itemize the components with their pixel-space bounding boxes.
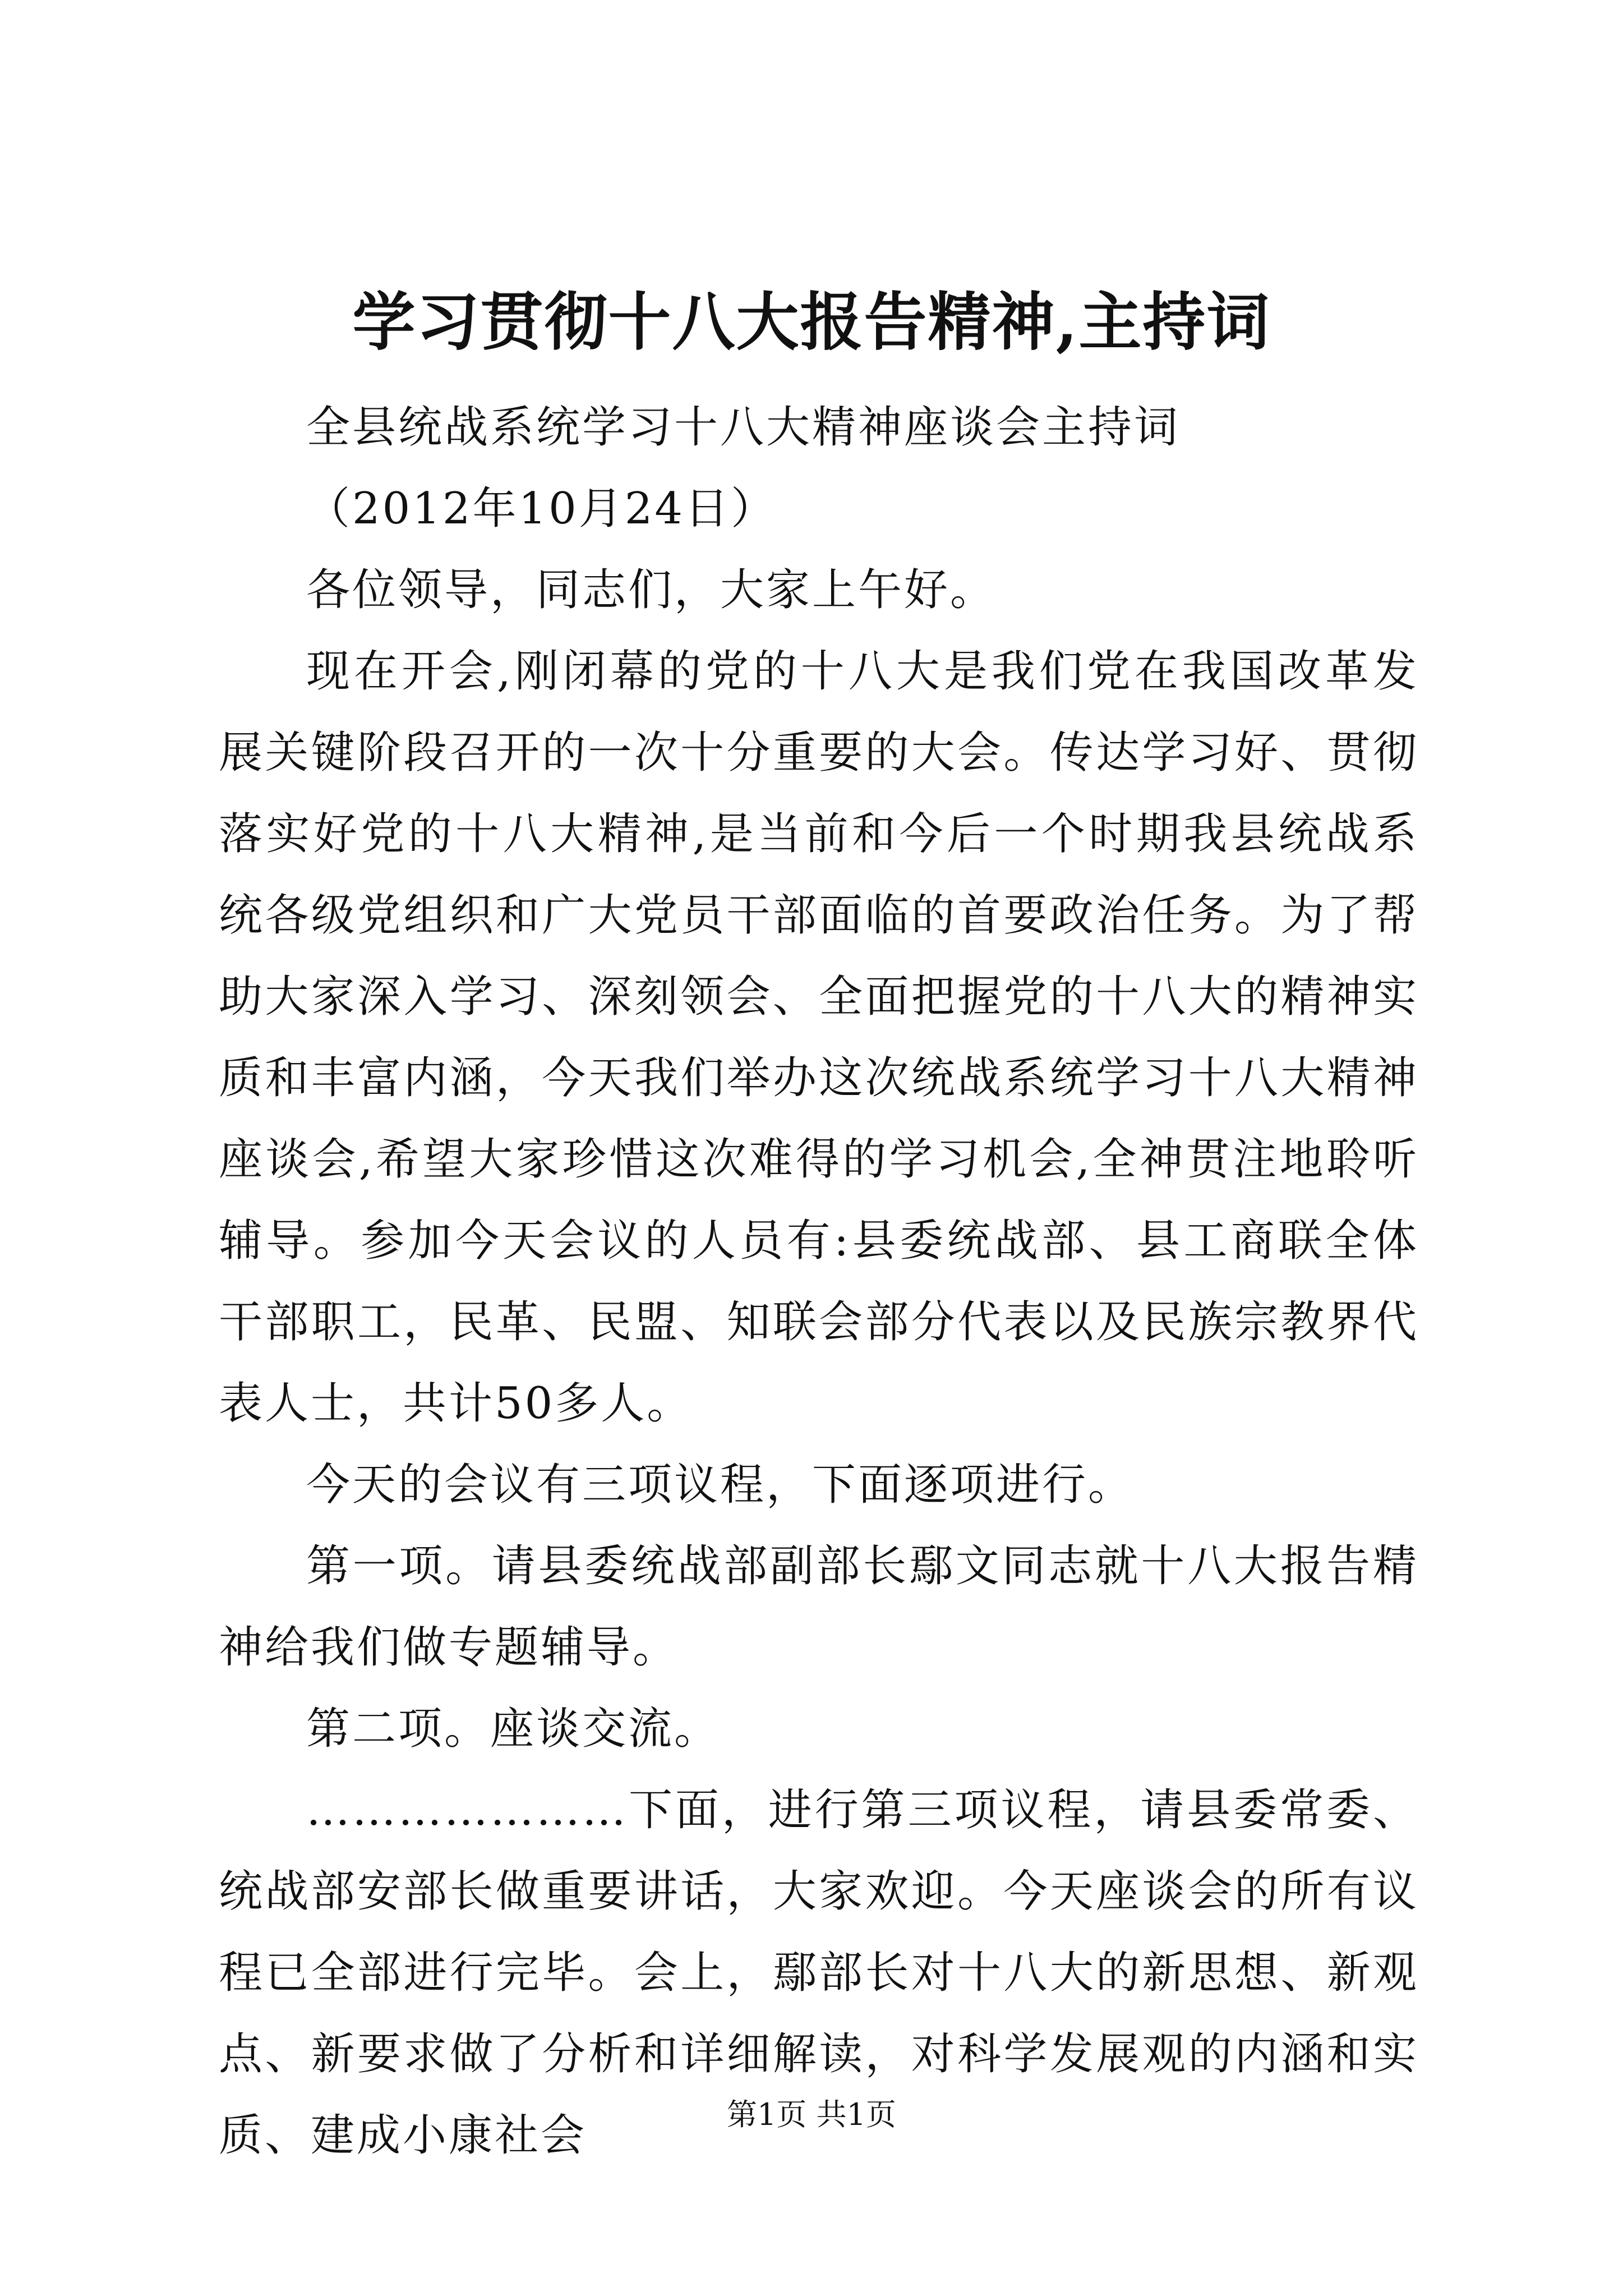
document-body	[219, 387, 1419, 2177]
greeting-paragraph: 各位领导，同志们，大家上午好。	[306, 565, 997, 615]
agenda-paragraph: 今天的会议有三项议程，下面逐项进行。	[306, 1460, 1135, 1510]
agenda-item-2-paragraph: 第二项。座谈交流。	[306, 1704, 721, 1754]
agenda-item-3-paragraph: …………………下面，进行第三项议程，请县委常委、统战部安部长做重要讲话，大家欢迎。今天座谈会的所有议程已全部进行完毕。会上，鄢部长对十八大的新思想、新观点、新要求做了分析和详细解读，对科学发展观的内涵和实质、建成小康社会	[219, 1785, 1419, 2161]
subtitle-paragraph: 全县统战系统学习十八大精神座谈会主持词	[306, 402, 1181, 453]
date-paragraph: （2012年10月24日）	[306, 484, 777, 534]
document-title: 学习贯彻十八大报告精神,主持词	[352, 286, 1271, 359]
opening-paragraph: 现在开会,刚闭幕的党的十八大是我们党在我国改革发展关键阶段召开的一次十分重要的大会。传达学习好、贯彻落实好党的十八大精神,是当前和今后一个时期我县统战系统各级党组织和广大党员干部面临的首要政治任务。为了帮助大家深入学习、深刻领会、全面把握党的十八大的精神实质和丰富内涵，今天我们举办这次统战系统学习十八大精神座谈会,希望大家珍惜这次难得的学习机会,全神贯注地聆听辅导。参加今天会议的人员有:县委统战部、县工商联全体干部职工，民革、民盟、知联会部分代表以及民族宗教界代表人士，共计50多人。	[219, 646, 1419, 1429]
page-footer: 第1页 共1页	[727, 2097, 896, 2132]
agenda-item-1-paragraph: 第一项。请县委统战部副部长鄢文同志就十八大报告精神给我们做专题辅导。	[219, 1541, 1419, 1673]
